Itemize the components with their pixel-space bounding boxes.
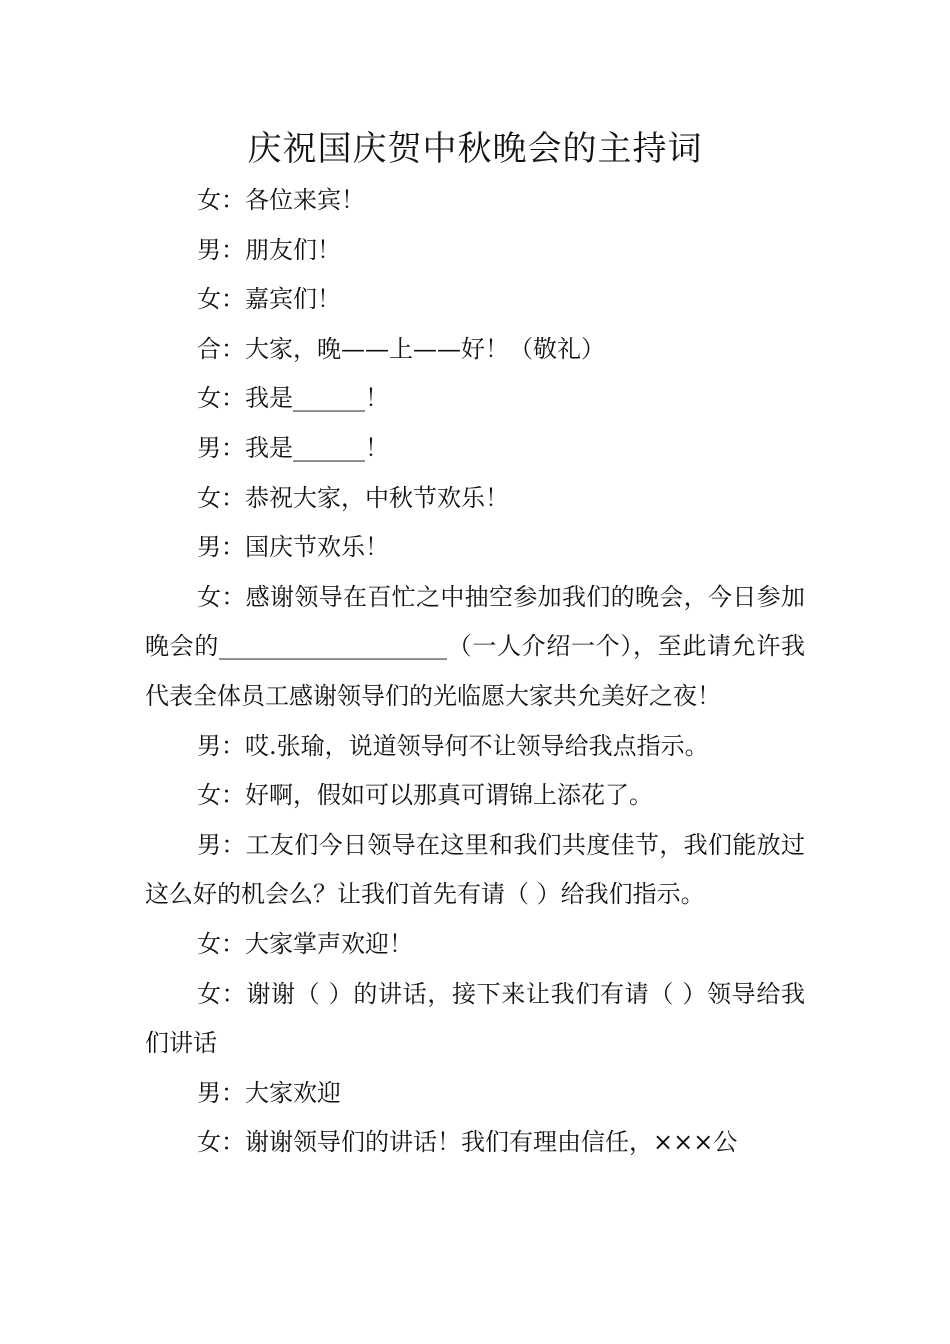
- dialogue-line: 女：谢谢（ ）的讲话，接下来让我们有请（ ）领导给我们讲话: [145, 979, 805, 1058]
- dialogue-line: 男：大家欢迎: [197, 1078, 341, 1107]
- dialogue-line: 女：各位来宾！: [197, 186, 365, 214]
- dialogue-line: 女：感谢领导在百忙之中抽空参加我们的晚会，今日参加晚会的___________________（一人介绍一个），至此请允许我代表全体员工感谢领导们的光临愿大家共允美好之夜！: [145, 582, 805, 710]
- dialogue-line: 女：好啊，假如可以那真可谓锦上添花了。: [197, 781, 653, 810]
- dialogue-line: 合：大家，晚——上——好！（敬礼）: [197, 334, 605, 363]
- dialogue-line: 女：嘉宾们！: [197, 285, 341, 314]
- dialogue-line: 男：我是______！: [197, 433, 389, 462]
- dialogue-line: 男：国庆节欢乐！: [197, 533, 389, 562]
- dialogue-line: 女：恭祝大家，中秋节欢乐！: [197, 483, 509, 512]
- dialogue-line: 男：工友们今日领导在这里和我们共度佳节，我们能放过这么好的机会么？让我们首先有请（ ）给我们指示。: [145, 830, 805, 909]
- dialogue-line: 男：朋友们！: [197, 235, 341, 264]
- dialogue-line: 女：我是______！: [197, 384, 389, 413]
- dialogue-line: 女：谢谢领导们的讲话！我们有理由信任，×××公: [197, 1128, 738, 1157]
- document-body: [145, 176, 805, 1168]
- dialogue-line: 女：大家掌声欢迎！: [197, 929, 413, 958]
- document-title: 庆祝国庆贺中秋晚会的主持词: [247, 129, 703, 169]
- dialogue-line: 男：哎.张瑜，说道领导何不让领导给我点指示。: [197, 731, 709, 760]
